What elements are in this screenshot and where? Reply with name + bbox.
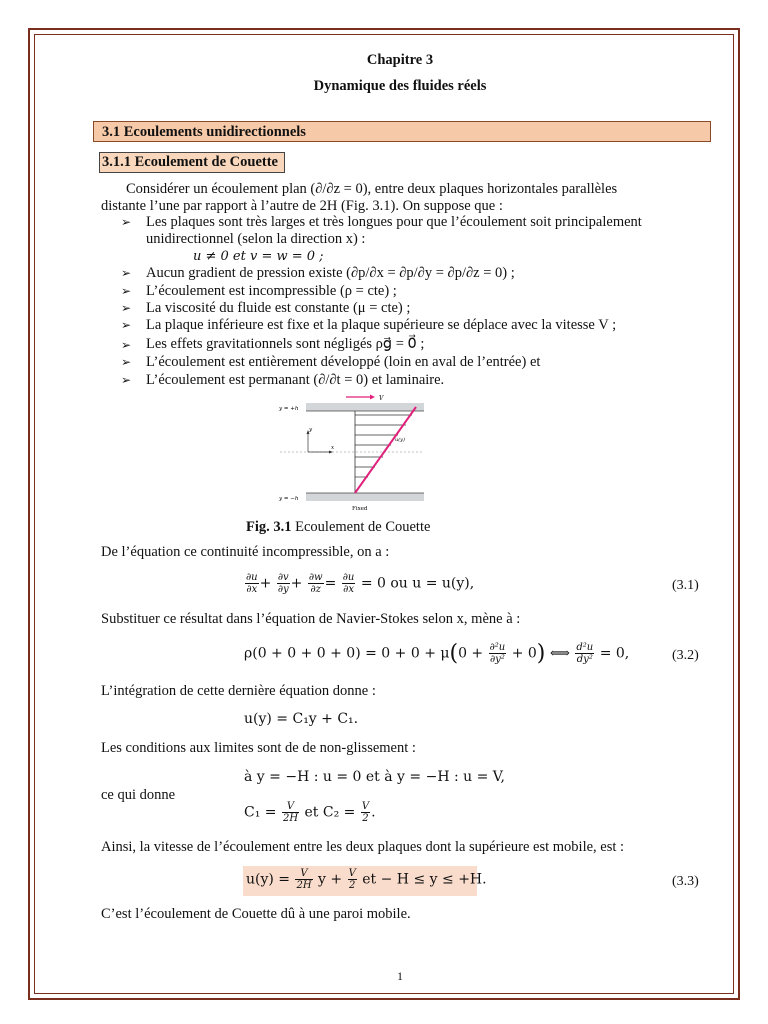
equation-3-2-plus-zero: + 0	[511, 645, 537, 662]
boundary-conditions-equation: à y = −H : u = 0 et à y = −H : u = V,	[244, 769, 505, 785]
label-V: V	[379, 395, 384, 402]
continuity-intro: De l’équation ce continuité incompressible, on a :	[101, 544, 390, 560]
equation-3-3-mid: y +	[318, 871, 343, 888]
couette-figure	[278, 393, 428, 513]
conclusion: C’est l’écoulement de Couette dû à une paroi mobile.	[101, 906, 411, 922]
section-title: 3.1 Ecoulements unidirectionnels	[102, 124, 306, 140]
figure-caption-text: Ecoulement de Couette	[291, 519, 431, 535]
label-bottom-wall: y = −h	[279, 496, 299, 502]
boundary-conditions-intro: Les conditions aux limites sont de de non-glissement :	[101, 740, 416, 756]
label-x: x	[331, 445, 335, 451]
bullet-arrow-icon: ➢	[121, 338, 132, 352]
upper-plate	[306, 403, 424, 411]
page-number: 1	[397, 969, 403, 983]
velocity-intro: Ainsi, la vitesse de l’écoulement entre les deux plaques dont la supérieure est mobile, est :	[101, 839, 625, 855]
equation-3-3: u(y) = $\frac{V}{2H}$ y + $\frac{V}{2}$ et − H ≤ y ≤ +H.	[246, 868, 487, 891]
equation-3-1: $\frac{\partial u}{\partial x}$ + $\frac{\partial v}{\partial y}$ + $\frac{\partial w}{\partial z}$ = $\frac{\partial u}{\partial x}$ = 0 ou u = u(y),	[246, 572, 475, 595]
equation-number-3-3: (3.3)	[672, 874, 699, 889]
label-fixed: Fixed	[352, 506, 368, 512]
equation-3-2-tail: = 0,	[599, 645, 630, 662]
equation-3-2-mid: 0 +	[458, 645, 484, 662]
equation-number-3-2: (3.2)	[672, 648, 699, 663]
bullet-6: Les effets gravitationnels sont négligés ρg⃗ = 0⃗ ;	[146, 336, 425, 352]
intro-line-1: Considérer un écoulement plan (∂/∂z = 0), entre deux plaques horizontales parallèles	[126, 181, 618, 197]
figure-caption	[246, 519, 430, 536]
subsection-title: 3.1.1 Ecoulement de Couette	[99, 152, 285, 173]
bullet-4: La viscosité du fluide est constante (μ = cte) ;	[146, 300, 411, 316]
navier-stokes-intro: Substituer ce résultat dans l’équation de Navier-Stokes selon x, mène à :	[101, 611, 521, 627]
bullet-arrow-icon: ➢	[121, 318, 132, 332]
equation-3-2: ρ(0 + 0 + 0 + 0) = 0 + 0 + μ(0 + $\frac{\text{∂²u}}{\text{∂y²}}$ + 0) ⟺ $\frac{\text{d²u}}{\text{dy²}}$ = 0,	[244, 641, 630, 666]
bullet-2: Aucun gradient de pression existe (∂p/∂x = ∂p/∂y = ∂p/∂z = 0) ;	[146, 265, 515, 281]
bullet-3: L’écoulement est incompressible (ρ = cte) ;	[146, 283, 397, 299]
equation-3-1-tail: = 0 ou u = u(y),	[360, 575, 475, 592]
label-y: y	[309, 427, 313, 433]
c2-tail: .	[371, 804, 376, 821]
bullet-arrow-icon: ➢	[121, 215, 132, 229]
equation-3-3-tail: et − H ≤ y ≤ +H.	[362, 871, 487, 888]
lower-plate	[306, 493, 424, 501]
bullet-arrow-icon: ➢	[121, 355, 132, 369]
bullet-5: La plaque inférieure est fixe et la plaque supérieure se déplace avec la vitesse V ;	[146, 317, 617, 333]
bullet-arrow-icon: ➢	[121, 284, 132, 298]
bullet-arrow-icon: ➢	[121, 266, 132, 280]
integration-intro: L’intégration de cette dernière équation donne :	[101, 683, 376, 699]
bullet-1-line-1: Les plaques sont très larges et très longues pour que l’écoulement soit principalement	[146, 214, 642, 230]
constants-equation: C₁ = $\frac{V}{2H}$ et C₂ = $\frac{V}{2}$ .	[244, 801, 376, 824]
equation-number-3-1: (3.1)	[672, 578, 699, 593]
equation-3-3-left: u(y) =	[246, 871, 291, 888]
bullet-arrow-icon: ➢	[121, 373, 132, 387]
integration-equation: u(y) = C₁y + C₁.	[244, 711, 359, 727]
label-u-of-y: u(y)	[395, 437, 405, 443]
bullet-arrow-icon: ➢	[121, 301, 132, 315]
equation-3-2-iff: ⟺	[549, 645, 570, 662]
equation-3-2-left: ρ(0 + 0 + 0 + 0) = 0 + 0 + μ	[244, 645, 450, 662]
chapter-number: Chapitre 3	[366, 52, 434, 68]
intro-line-2: distante l’une par rapport à l’autre de 2H (Fig. 3.1). On suppose que :	[101, 198, 503, 214]
gives-text: ce qui donne	[101, 787, 176, 803]
bullet-1-line-2: unidirectionnel (selon la direction x) :	[146, 231, 366, 247]
figure-caption-label: Fig. 3.1	[246, 519, 292, 535]
chapter-title: Dynamique des fluides réels	[313, 78, 487, 94]
c2-mid: et C₂ =	[304, 804, 356, 821]
label-top-wall: y = +h	[279, 406, 299, 412]
section-heading	[93, 121, 711, 142]
bullet-7: L’écoulement est entièrement développé (loin en aval de l’entrée) et	[146, 354, 541, 370]
bullet-8: L’écoulement est permanant (∂/∂t = 0) et laminaire.	[146, 372, 445, 388]
c1-left: C₁ =	[244, 804, 277, 821]
bullet-1-math: u ≠ 0 et v = w = 0 ;	[193, 249, 324, 264]
